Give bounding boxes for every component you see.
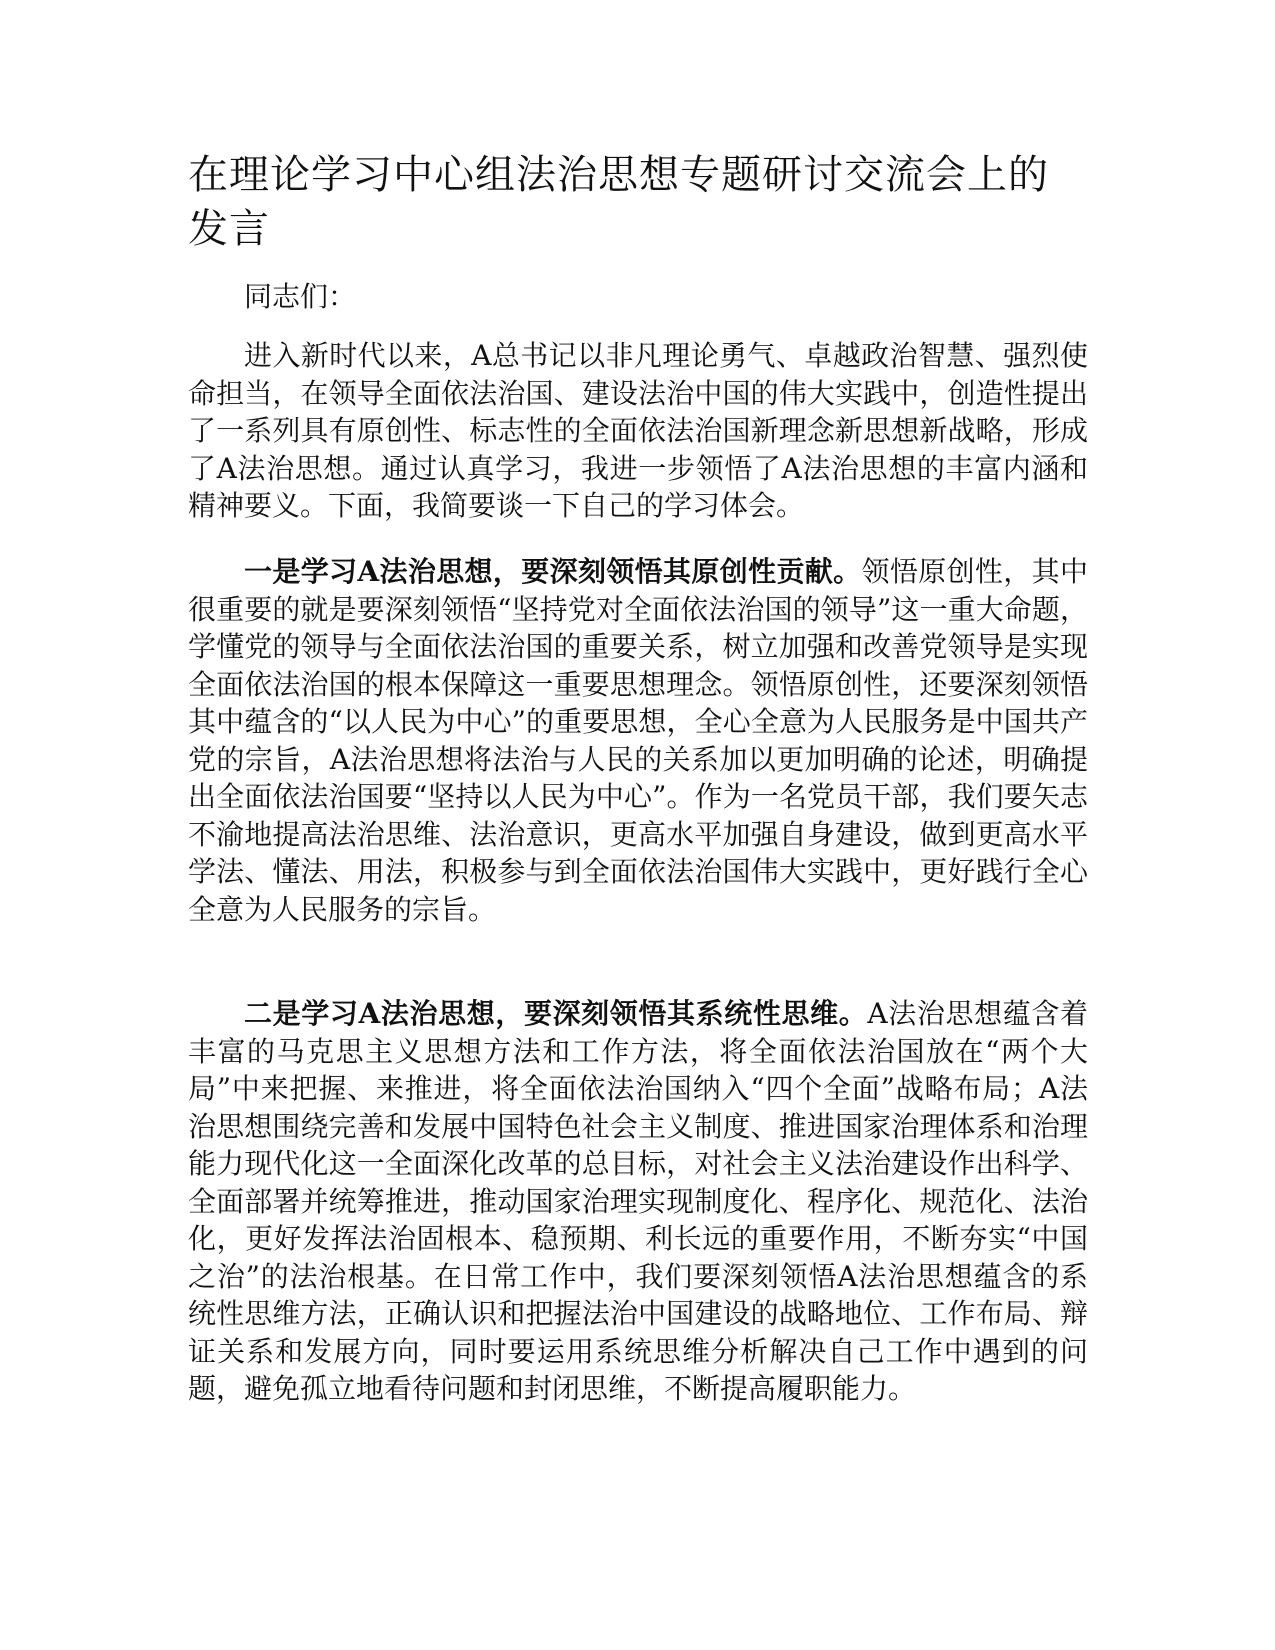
section-two-paragraph xyxy=(188,995,1088,1408)
section-two-text: A法治思想蕴含着丰富的马克思主义思想方法和工作方法，将全面依法治国放在“两个大局”中来把握、来推进，将全面依法治国纳入“四个全面”战略布局；A法治思想围绕完善和发展中国特色社会主义制度、推进国家治理体系和治理能力现代化这一全面深化改革的总目标，对社会主义法治建设作出科学、全面部署并统筹推进，推动国家治理实现制度化、程序化、规范化、法治化，更好发挥法治固根本、稳预期、利长远的重要作用，不断夯实“中国之治”的法治根基。在日常工作中，我们要深刻领悟A法治思想蕴含的系统性思维方法，正确认识和把握法治中国建设的战略地位、工作布局、辩证关系和发展方向，同时要运用系统思维分析解决自己工作中遇到的问题，避免孤立地看待问题和封闭思维，不断提高履职能力。 xyxy=(188,997,1088,1405)
document-title: 在理论学习中心组法治思想专题研讨交流会上的发言 xyxy=(188,152,1049,252)
section-one-lead: 一是学习A法治思想，要深刻领悟其原创性贡献。 xyxy=(244,555,862,588)
salutation: 同志们： xyxy=(244,280,357,313)
section-one-text: 领悟原创性，其中很重要的就是要深刻领悟“坚持党对全面依法治国的领导”这一重大命题，学懂党的领导与全面依法治国的重要关系，树立加强和改善党领导是实现全面依法治国的根本保障这一重要思想理念。领悟原创性，还要深刻领悟其中蕴含的“以人民为中心”的重要思想，全心全意为人民服务是中国共产党的宗旨，A法治思想将法治与人民的关系加以更加明确的论述，明确提出全面依法治国要“坚持以人民为中心”。作为一名党员干部，我们要矢志不渝地提高法治思维、法治意识，更高水平加强自身建设，做到更高水平学法、懂法、用法，积极参与到全面依法治国伟大实践中，更好践行全心全意为人民服务的宗旨。 xyxy=(188,555,1088,926)
section-one-paragraph xyxy=(188,553,1088,928)
section-two-lead: 二是学习A法治思想，要深刻领悟其系统性思维。 xyxy=(244,997,868,1030)
intro-paragraph: 进入新时代以来，A总书记以非凡理论勇气、卓越政治智慧、强烈使命担当，在领导全面依法治国、建设法治中国的伟大实践中，创造性提出了一系列具有原创性、标志性的全面依法治国新理念新思想新战略，形成了A法治思想。通过认真学习，我进一步领悟了A法治思想的丰富内涵和精神要义。下面，我简要谈一下自己的学习体会。 xyxy=(188,339,1088,522)
